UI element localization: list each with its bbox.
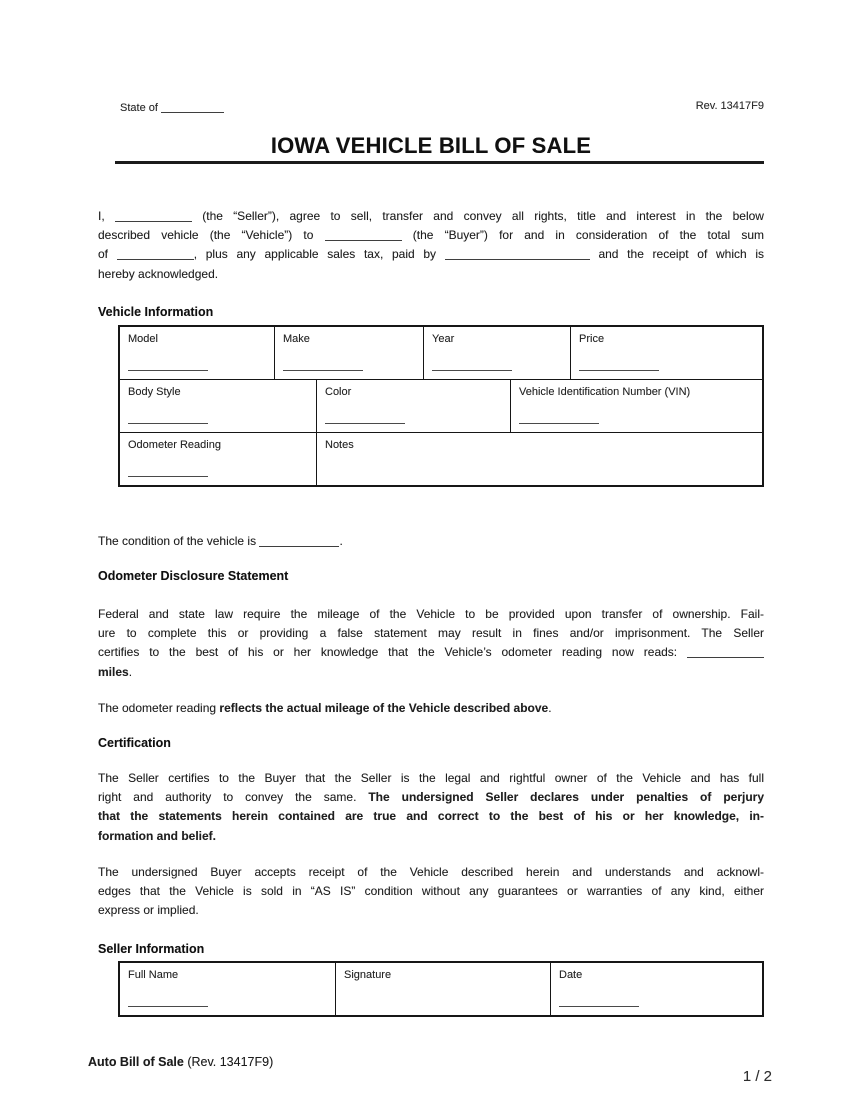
blank-line	[559, 1006, 639, 1007]
footer-document-name	[88, 1055, 273, 1069]
table-row	[120, 379, 762, 432]
blank-line	[259, 534, 339, 547]
color-cell	[316, 380, 510, 432]
make-label: Make	[283, 332, 310, 345]
price-cell	[570, 327, 762, 379]
year-cell	[423, 327, 570, 379]
table-row	[120, 432, 762, 485]
paragraph-line: express or implied.	[98, 903, 199, 918]
buyer-acceptance-paragraph	[98, 863, 764, 921]
blank-line	[128, 423, 208, 424]
price-label: Price	[579, 332, 605, 345]
color-label: Color	[325, 385, 352, 398]
blank-line	[519, 423, 599, 424]
table-row	[120, 963, 762, 1015]
date-label: Date	[559, 969, 583, 982]
seller-information-table	[118, 961, 764, 1017]
paragraph-line: ure to complete this or providing a false statement may result in fines and/or imprisonment. The Seller	[98, 626, 764, 641]
seller-information-heading: Seller Information	[98, 942, 205, 957]
blank-line	[579, 370, 659, 371]
odometer-reading-cell	[120, 433, 316, 485]
paragraph-line: right and authority to convey the same. The undersigned Seller declares under penalties of perjury	[98, 790, 764, 805]
footer-doc-title: Auto Bill of Sale	[88, 1055, 184, 1069]
page-header	[98, 100, 764, 115]
signature-label: Signature	[344, 969, 392, 982]
make-cell	[274, 327, 423, 379]
paragraph-line: The Seller certifies to the Buyer that the Seller is the legal and rightful owner of the Vehicle and has full	[98, 771, 764, 786]
year-label: Year	[432, 332, 455, 345]
paragraph-line: of , plus any applicable sales tax, paid by and the receipt of which is	[98, 247, 765, 262]
paragraph-line: I, (the “Seller”), agree to sell, transfer and convey all rights, title and interest in the below	[98, 209, 764, 223]
blank-line	[445, 247, 590, 260]
paragraph-line: that the statements herein contained are true and correct to the best of his or her knowledge, in-	[98, 809, 764, 824]
vin-label: Vehicle Identification Number (VIN)	[519, 385, 691, 398]
paragraph-line: described vehicle (the “Vehicle”) to (the “Buyer”) for and in consideration of the total sum	[98, 228, 764, 243]
blank-line	[115, 209, 192, 222]
blank-line	[325, 228, 402, 241]
paragraph-line: The condition of the vehicle is .	[98, 533, 343, 548]
odometer-disclosure-heading: Odometer Disclosure Statement	[98, 569, 289, 584]
vehicle-information-table	[118, 325, 764, 487]
model-label: Model	[128, 332, 158, 345]
paragraph-line: Federal and state law require the mileage of the Vehicle to be provided upon transfer of ownership. Fail-	[98, 607, 764, 622]
full-name-label: Full Name	[128, 969, 179, 982]
paragraph-line: The odometer reading reflects the actual mileage of the Vehicle described above.	[98, 700, 552, 715]
body-style-label: Body Style	[128, 385, 181, 398]
paragraph-line: certifies to the best of his or her knowledge that the Vehicle’s odometer reading now reads:	[98, 643, 764, 662]
notes-cell	[316, 433, 762, 485]
full-name-cell	[120, 963, 335, 1015]
blank-line	[325, 423, 405, 424]
signature-cell	[335, 963, 550, 1015]
paragraph-line: miles.	[98, 664, 133, 679]
notes-label: Notes	[325, 438, 354, 451]
condition-line	[98, 532, 764, 551]
title-rule	[115, 161, 764, 164]
odometer-disclosure-paragraph	[98, 605, 764, 682]
blank-line	[687, 645, 764, 658]
blank-line	[128, 1006, 208, 1007]
blank-line	[432, 370, 512, 371]
state-of-line: State of	[120, 100, 224, 115]
blank-line	[128, 370, 208, 371]
paragraph-line: formation and belief.	[98, 828, 217, 843]
revision-number: Rev. 13417F9	[695, 100, 764, 112]
blank-line	[161, 100, 224, 113]
odometer-reading-sentence	[98, 699, 764, 718]
body-style-cell	[120, 380, 316, 432]
odometer-reading-label: Odometer Reading	[128, 438, 221, 451]
page-title: IOWA VEHICLE BILL OF SALE	[270, 133, 592, 158]
intro-paragraph	[98, 207, 764, 284]
certification-paragraph	[98, 769, 764, 846]
blank-line	[117, 247, 194, 260]
table-row	[120, 327, 762, 379]
footer-revision: (Rev. 13417F9)	[183, 1055, 274, 1069]
vin-cell	[510, 380, 762, 432]
page-number: 1 / 2	[742, 1068, 772, 1085]
blank-line	[283, 370, 363, 371]
blank-line	[128, 476, 208, 477]
date-cell	[550, 963, 762, 1015]
model-cell	[120, 327, 274, 379]
vehicle-information-heading: Vehicle Information	[98, 304, 214, 319]
certification-heading: Certification	[98, 736, 171, 751]
paragraph-line: hereby acknowledged.	[98, 266, 219, 281]
paragraph-line: edges that the Vehicle is sold in “AS IS” condition without any guarantees or warranties of any kind, either	[98, 884, 764, 899]
paragraph-line: The undersigned Buyer accepts receipt of the Vehicle described herein and understands and acknowl-	[98, 864, 764, 879]
